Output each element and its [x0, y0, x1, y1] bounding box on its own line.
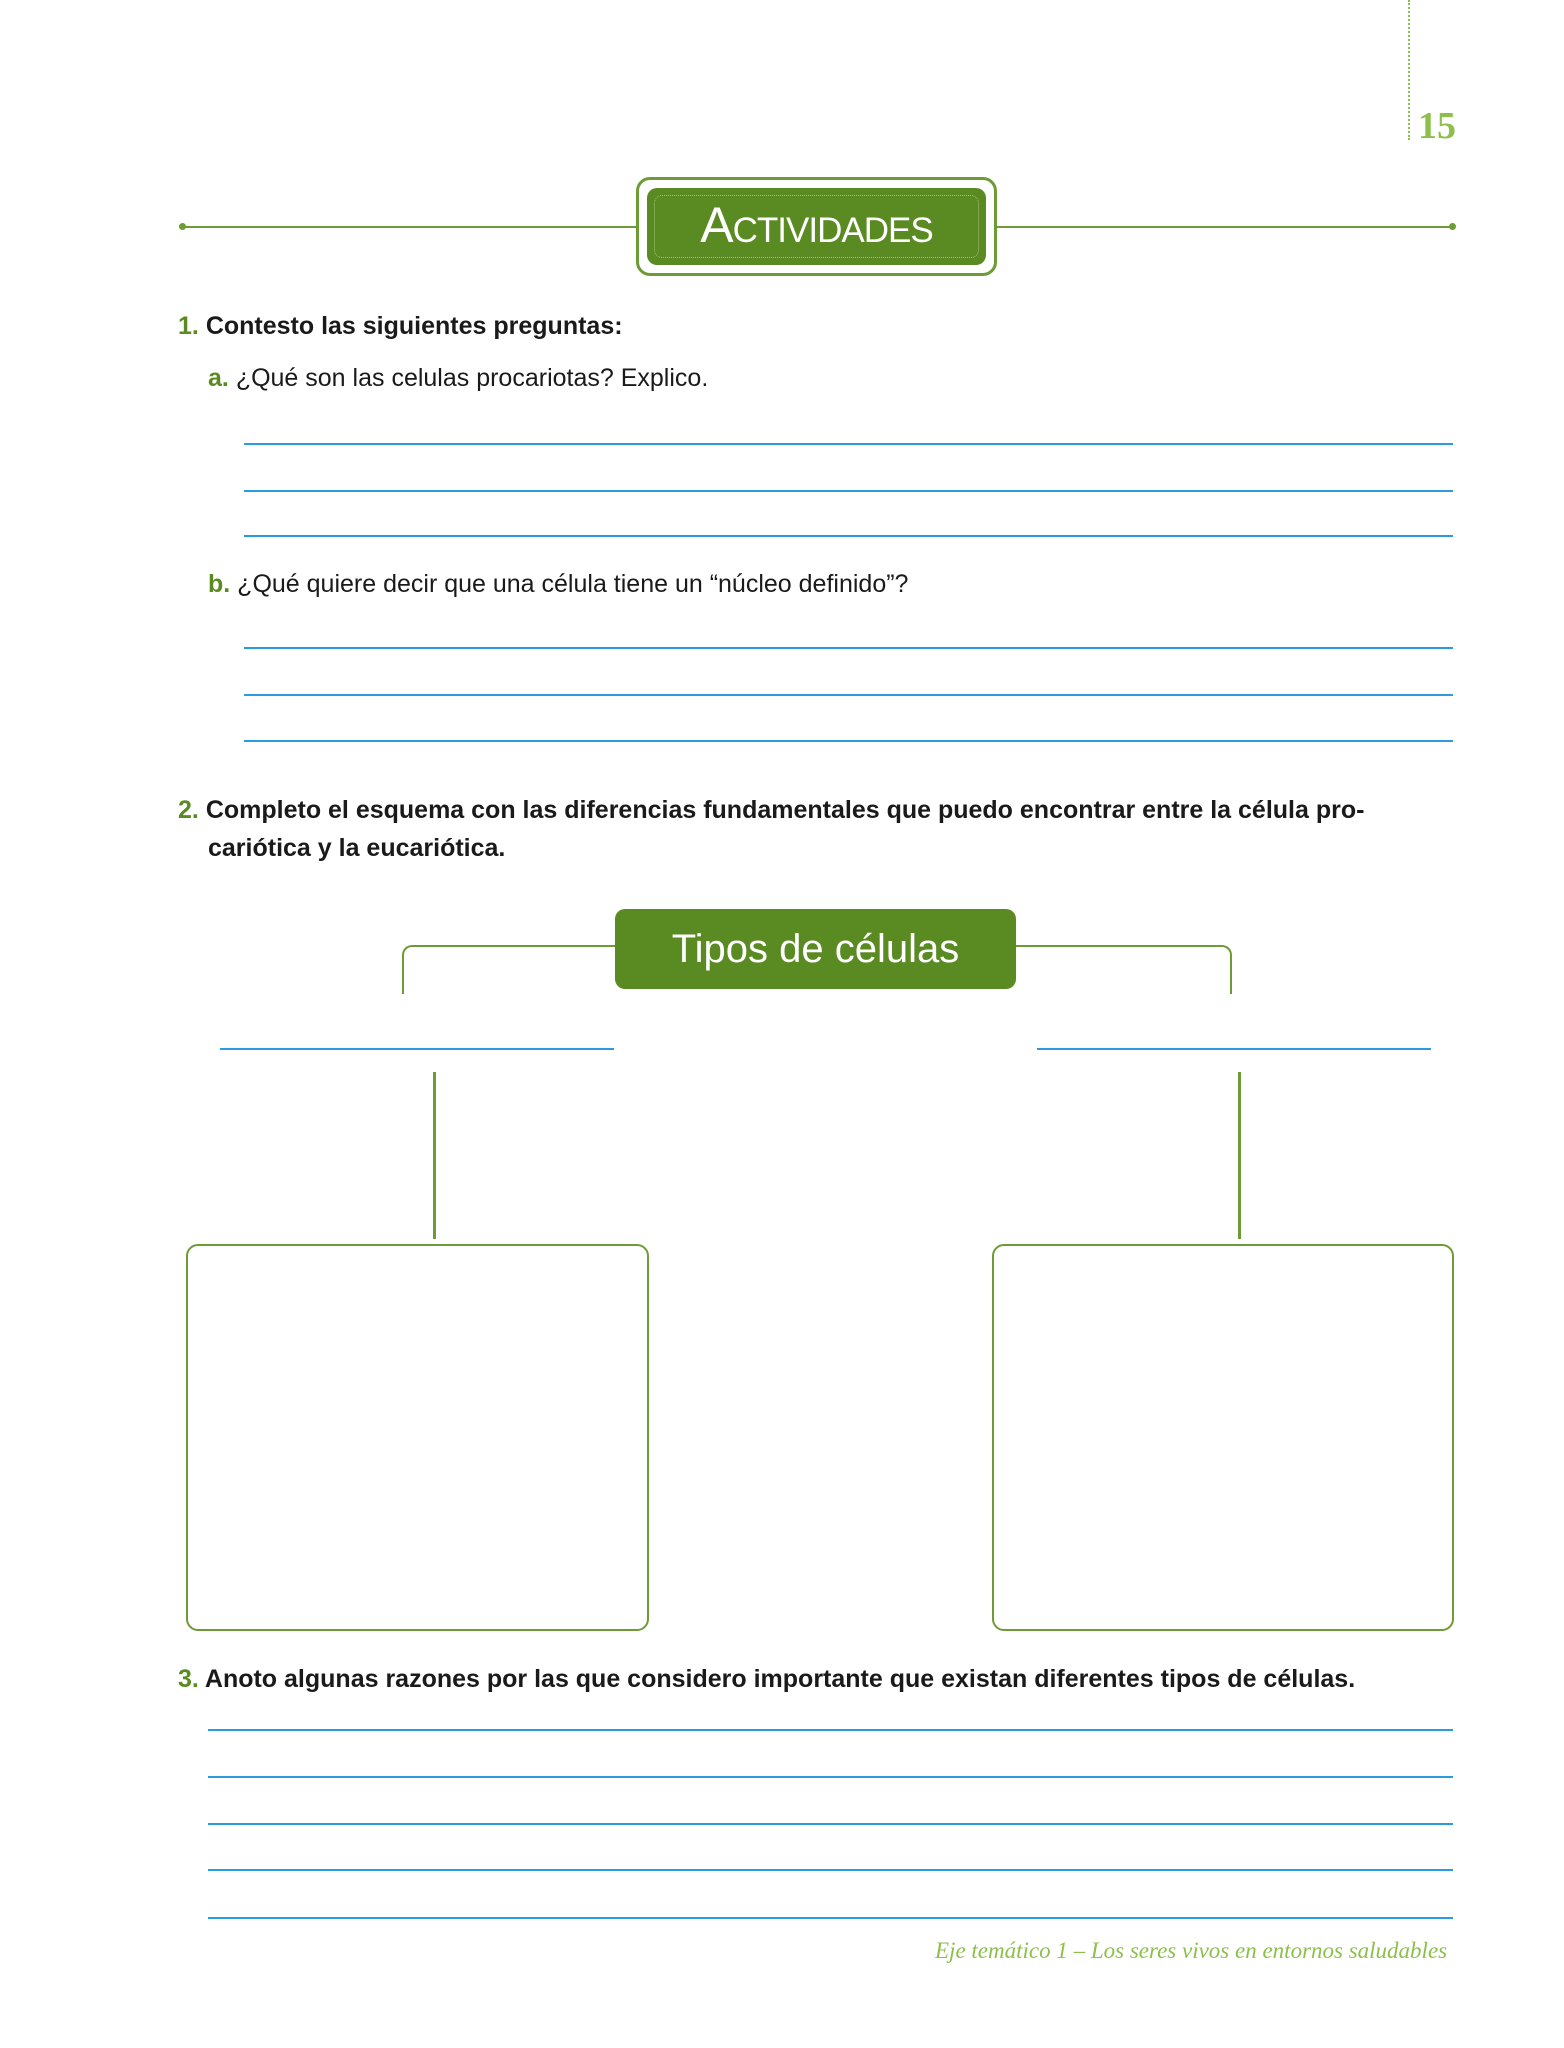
answer-line[interactable] [244, 490, 1453, 492]
answer-line[interactable] [244, 535, 1453, 537]
question-1: 1. Contesto las siguientes preguntas: [178, 312, 623, 340]
question-3: 3. Anoto algunas razones por las que considero importante que existan diferentes tipos de células. [178, 1665, 1356, 1693]
diagram-title-badge [615, 909, 1016, 989]
answer-box-left[interactable] [186, 1244, 649, 1631]
answer-line[interactable] [208, 1729, 1453, 1731]
answer-line[interactable] [208, 1776, 1453, 1778]
margin-dotted-line [1408, 0, 1410, 140]
answer-line[interactable] [244, 740, 1453, 742]
cell-type-blank-right[interactable] [1037, 1048, 1431, 1050]
answer-line[interactable] [244, 647, 1453, 649]
question-2-cont: cariótica y la eucariótica. [208, 834, 506, 862]
answer-line[interactable] [208, 1869, 1453, 1871]
header-dot-left [179, 223, 186, 230]
cell-type-blank-left[interactable] [220, 1048, 614, 1050]
question-1b: b. ¿Qué quiere decir que una célula tiene un “núcleo definido”? [208, 570, 909, 598]
answer-line[interactable] [208, 1823, 1453, 1825]
bracket-left [402, 945, 624, 994]
diagram-title: Tipos de células [671, 927, 960, 971]
connector-left [433, 1072, 436, 1239]
section-title-badge [647, 188, 986, 265]
header-dot-right [1449, 223, 1456, 230]
answer-line[interactable] [208, 1917, 1453, 1919]
page-number: 15 [1418, 105, 1456, 147]
answer-line[interactable] [244, 443, 1453, 445]
connector-right [1238, 1072, 1241, 1239]
answer-line[interactable] [244, 694, 1453, 696]
question-1a: a. ¿Qué son las celulas procariotas? Explico. [208, 364, 709, 392]
footer: Eje temático 1 – Los seres vivos en entornos saludables [935, 1938, 1448, 1963]
question-2: 2. Completo el esquema con las diferencias fundamentales que puedo encontrar entre la célula pro- [178, 796, 1365, 824]
section-title: Actividades [700, 197, 933, 253]
bracket-right [1010, 945, 1232, 994]
section-title-frame [636, 177, 997, 276]
answer-box-right[interactable] [992, 1244, 1454, 1631]
